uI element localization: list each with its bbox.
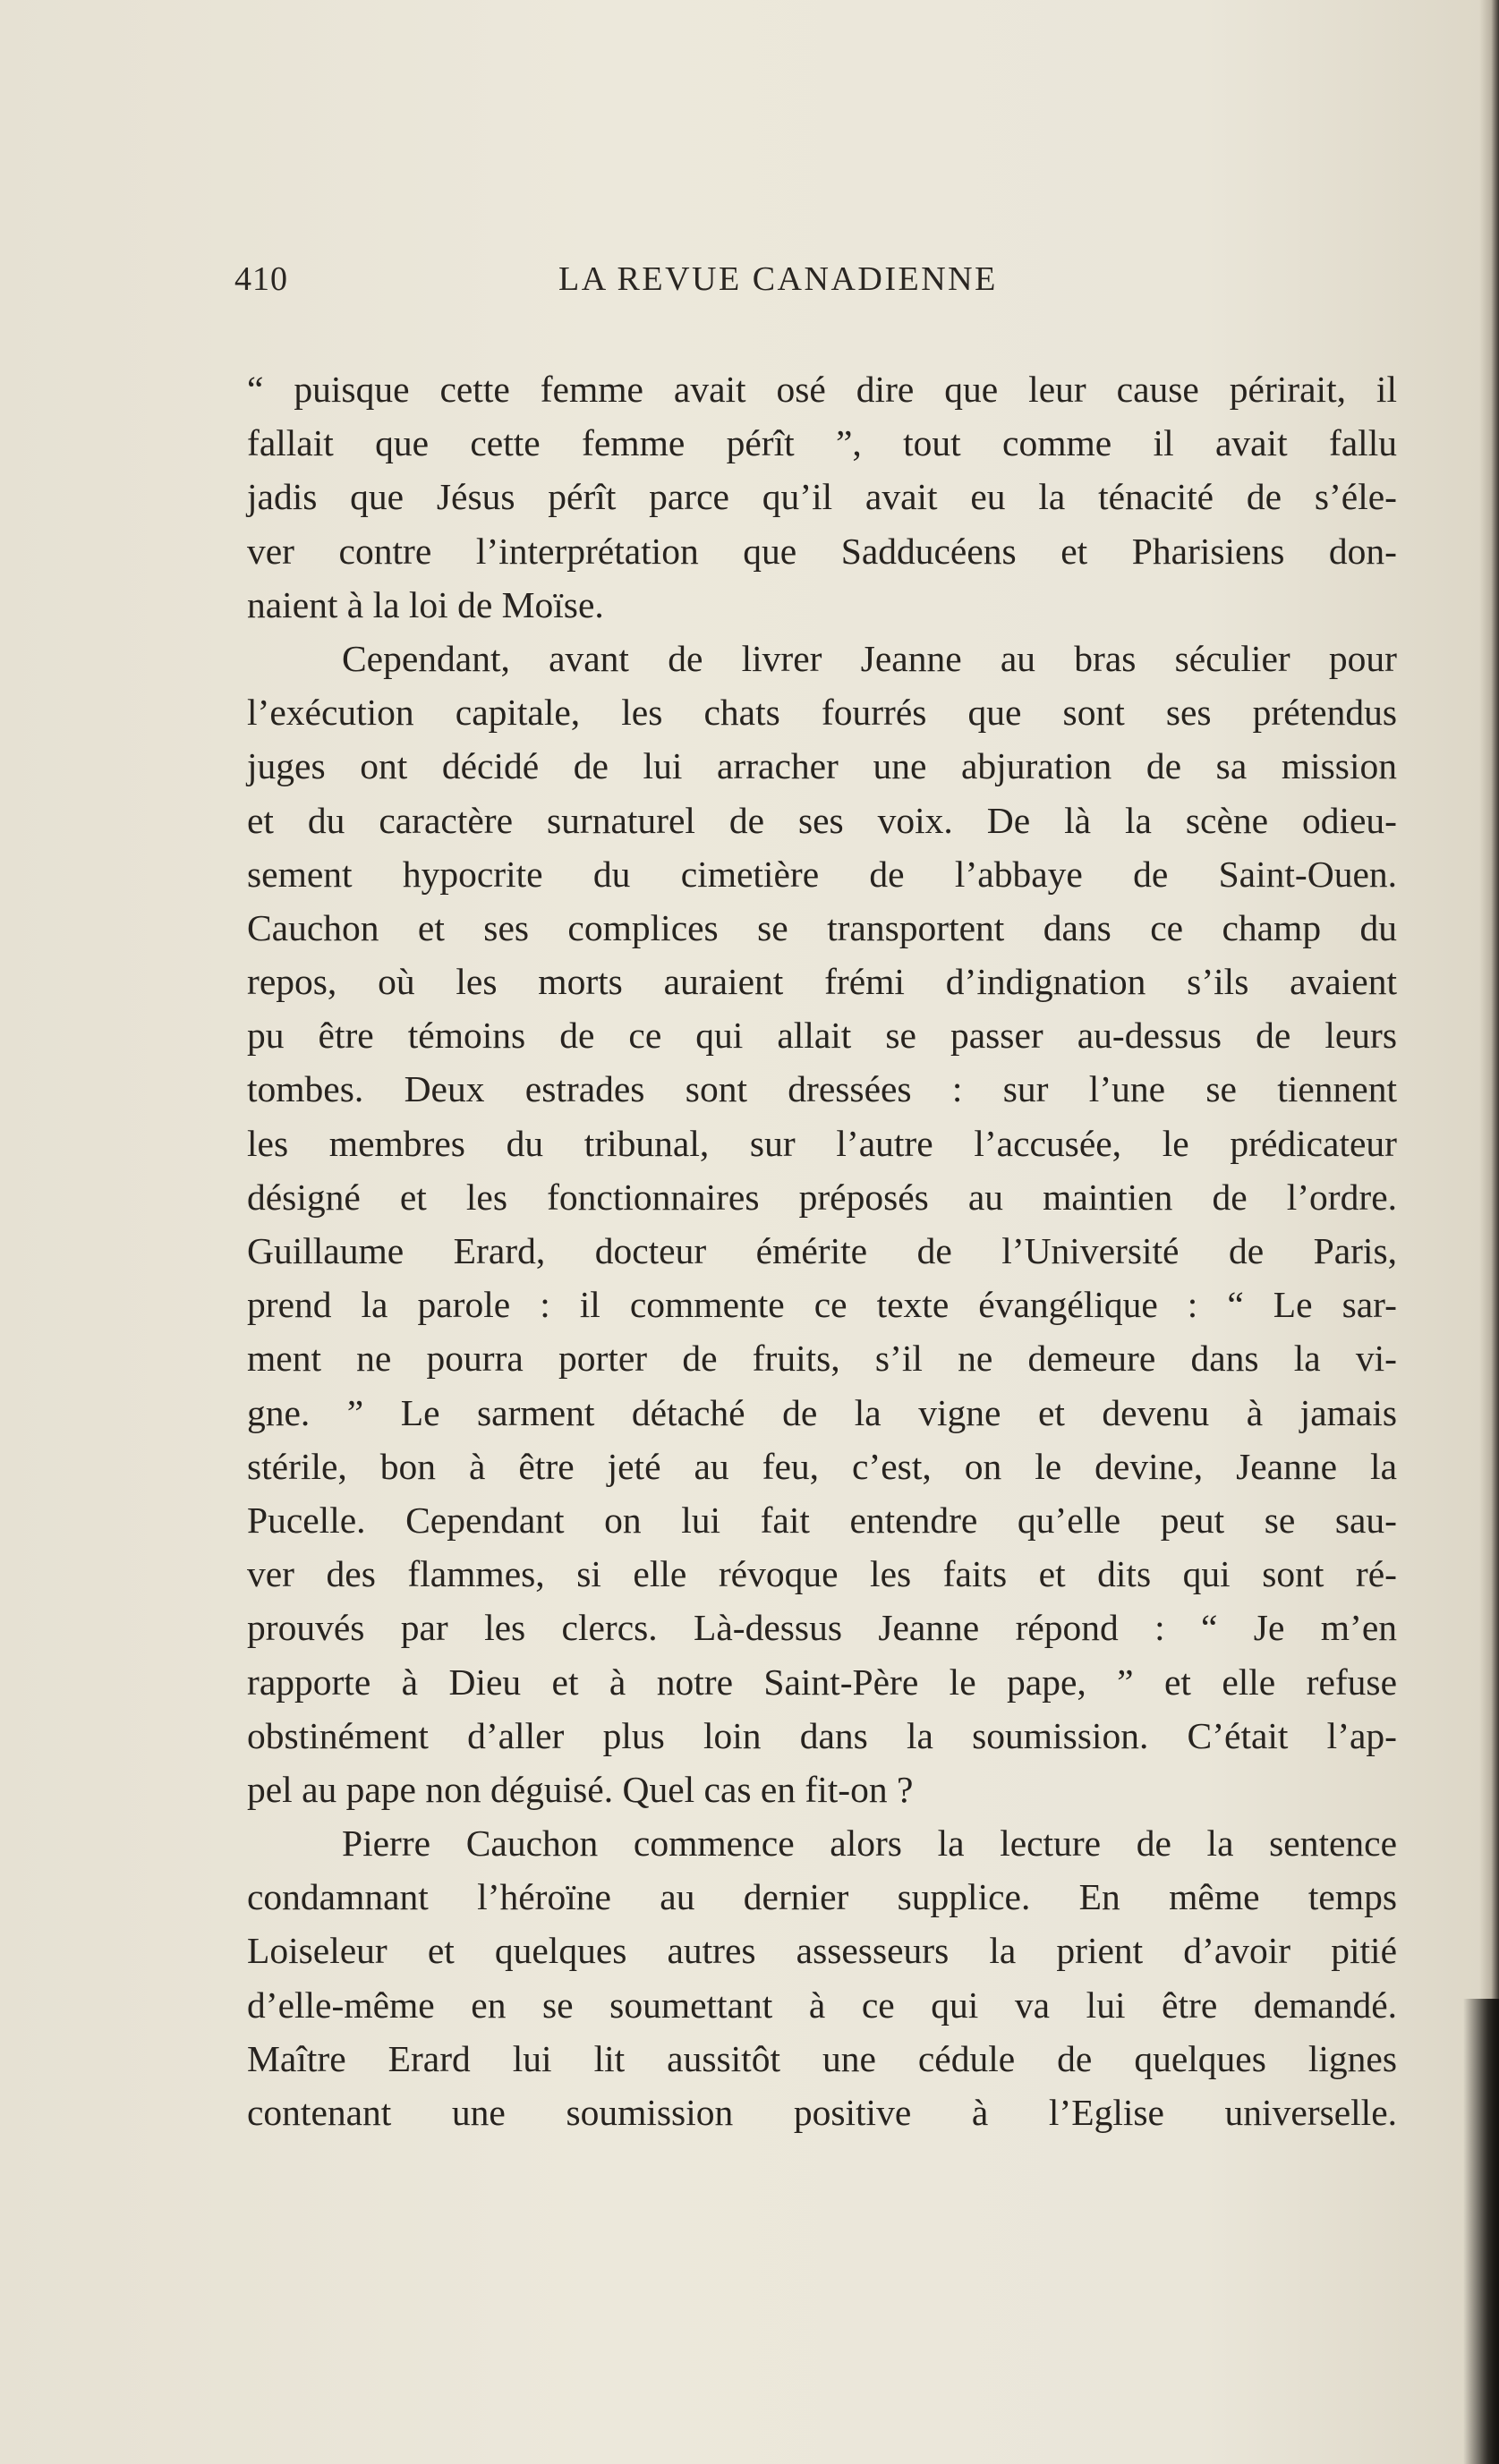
- text-line: pu être témoins de ce qui allait se passer au-dessus de leurs: [247, 1015, 1397, 1057]
- text-line: ver contre l’interprétation que Sadducéens et Pharisiens don-: [247, 530, 1397, 572]
- text-line: prend la parole : il commente ce texte évangélique : “ Le sar-: [247, 1284, 1397, 1326]
- running-head: [234, 259, 1069, 304]
- text-line: Guillaume Erard, docteur émérite de l’Université de Paris,: [247, 1230, 1397, 1271]
- text-line: contenant une soumission positive à l’Eglise universelle.: [247, 2092, 1397, 2133]
- text-line: Cependant, avant de livrer Jeanne au bras séculier pour: [342, 637, 1397, 679]
- text-line: juges ont décidé de lui arracher une abjuration de sa mission: [247, 745, 1397, 787]
- text-line: les membres du tribunal, sur l’autre l’accusée, le prédicateur: [247, 1122, 1397, 1164]
- text-line: rapporte à Dieu et à notre Saint-Père le pape, ” et elle refuse: [247, 1661, 1397, 1703]
- text-line: Loiseleur et quelques autres assesseurs la prient d’avoir pitié: [247, 1930, 1397, 1972]
- text-line: obstinément d’aller plus loin dans la soumission. C’était l’ap-: [247, 1714, 1397, 1756]
- text-line: Cauchon et ses complices se transportent dans ce champ du: [247, 906, 1397, 948]
- body-text: [247, 362, 1397, 2139]
- text-line: pel au pape non déguisé. Quel cas en fit-on ?: [247, 1768, 914, 1810]
- text-line: “ puisque cette femme avait osé dire que leur cause périrait, il: [247, 369, 1397, 410]
- journal-title: LA REVUE CANADIENNE: [558, 260, 998, 298]
- text-line: Pierre Cauchon commence alors la lecture de la sentence: [342, 1823, 1397, 1865]
- text-line: ment ne pourra porter de fruits, s’il ne demeure dans la vi-: [247, 1338, 1397, 1380]
- text-line: Maître Erard lui lit aussitôt une cédule de quelques lignes: [247, 2037, 1397, 2079]
- text-line: et du caractère surnaturel de ses voix. De là la scène odieu-: [247, 799, 1397, 841]
- text-line: jadis que Jésus pérît parce qu’il avait eu la ténacité de s’éle-: [247, 476, 1397, 518]
- text-line: ver des flammes, si elle révoque les faits et dits qui sont ré-: [247, 1553, 1397, 1595]
- text-line: stérile, bon à être jeté au feu, c’est, on le devine, Jeanne la: [247, 1445, 1397, 1487]
- text-line: condamnant l’héroïne au dernier supplice. En même temps: [247, 1876, 1397, 1918]
- text-line: sement hypocrite du cimetière de l’abbaye de Saint-Ouen.: [247, 853, 1397, 895]
- text-line: fallait que cette femme pérît ”, tout comme il avait fallu: [247, 422, 1397, 464]
- text-line: prouvés par les clercs. Là-dessus Jeanne répond : “ Je m’en: [247, 1607, 1397, 1649]
- text-line: repos, où les morts auraient frémi d’indignation s’ils avaient: [247, 961, 1397, 1003]
- page-number: 410: [234, 260, 288, 298]
- page-corner-shadow: [1463, 1999, 1499, 2464]
- text-line: l’exécution capitale, les chats fourrés que sont ses prétendus: [247, 692, 1397, 734]
- text-line: gne. ” Le sarment détaché de la vigne et devenu à jamais: [247, 1391, 1397, 1433]
- text-line: d’elle-même en se soumettant à ce qui va lui être demandé.: [247, 1984, 1397, 2026]
- text-line: naient à la loi de Moïse.: [247, 583, 604, 625]
- text-line: tombes. Deux estrades sont dressées : sur l’une se tiennent: [247, 1068, 1397, 1110]
- text-line: Pucelle. Cependant on lui fait entendre qu’elle peut se sau-: [247, 1499, 1397, 1541]
- text-line: désigné et les fonctionnaires préposés au maintien de l’ordre.: [247, 1176, 1397, 1218]
